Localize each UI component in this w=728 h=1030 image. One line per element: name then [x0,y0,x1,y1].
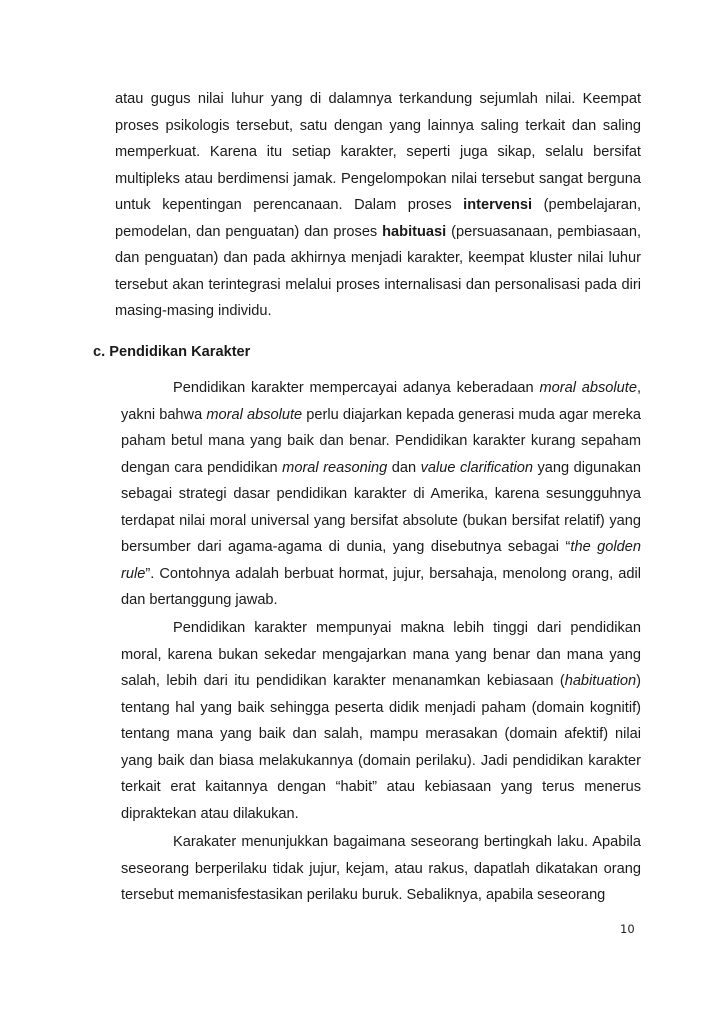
intro-text-3: (persuasanaan, pembiasaan, dan penguatan) dan pada akhirnya menjadi karakter, keempat kluster nilai luhur tersebut akan terintegrasi melalui proses internalisasi dan personalisasi pada diri masing-masing individu. [115,223,641,319]
intro-paragraph [115,86,641,325]
paragraph-karakter-behaviour [121,829,641,909]
paragraph-habituation [121,615,641,827]
intro-text-2: (pembelajaran, pemodelan, dan penguatan) dan proses [115,197,641,240]
p1-text-2: , yakni bahwa [121,380,641,423]
term-habituasi: habituasi [382,223,447,240]
p1-text-3: perlu diajarkan kepada generasi muda agar mereka paham betul mana yang baik dan benar. Pendidikan karakter kurang sepaham dengan cara pendidikan [121,406,641,476]
term-moral-absolute-1: moral absolute [539,380,637,396]
intro-text-1: atau gugus nilai luhur yang di dalamnya terkandung sejumlah nilai. Keempat proses psikologis tersebut, satu dengan yang lainnya saling terkait dan saling memperkuat. Karena itu setiap karakter, seperti juga sikap, selalu bersifat multipleks atau berdimensi jamak. Pengelompokan nilai tersebut sangat berguna untuk kepentingan perencanaan. Dalam proses [115,91,641,213]
p2-text-2: ) tentang hal yang baik sehingga peserta didik menjadi paham (domain kognitif) tentang mana yang baik dan salah, mampu merasakan (domain afektif) nilai yang baik dan biasa melakukannya (domain perilaku). Jadi pendidikan karakter terkait erat kaitannya dengan “habit” atau kebiasaan yang terus menerus dipraktekan atau dilakukan. [121,673,641,822]
term-value-clarification: value clarification [420,459,533,476]
page-number: 10 [620,922,635,936]
term-intervensi: intervensi [463,197,533,213]
p1-text-4: dan [387,459,421,476]
paragraph-moral-absolute [121,375,641,614]
term-moral-reasoning: moral reasoning [282,459,388,476]
p1-text-6: ”. Contohnya adalah berbuat hormat, jujur, bersahaja, menolong orang, adil dan bertanggung jawab. [121,565,641,608]
term-habituation: habituation [564,673,637,689]
p1-text-5: yang digunakan sebagai strategi dasar pendidikan karakter di Amerika, karena sesungguhnya terdapat nilai moral universal yang bersifat absolute (bukan bersifat relatif) yang bersumber dari agama-agama di dunia, yang disebutnya sebagai “ [121,459,641,555]
term-golden-rule: the golden rule [121,539,642,582]
p3-text-1: Karakater menunjukkan bagaimana seseorang bertingkah laku. Apabila seseorang berperilaku tidak jujur, kejam, atau rakus, dapatlah dikatakan orang tersebut memanisfestasikan perilaku buruk. Sebaliknya, apabila seseorang [121,834,641,903]
section-heading: c. Pendidikan Karakter [93,344,251,360]
p1-text-1: Pendidikan karakter mempercayai adanya keberadaan [173,380,540,396]
p2-text-1: Pendidikan karakter mempunyai makna lebih tinggi dari pendidikan moral, karena bukan sekedar mengajarkan mana yang benar dan mana yang salah, lebih dari itu pendidikan karakter menanamkan kebiasaan ( [121,620,641,689]
term-moral-absolute-2: moral absolute [206,406,303,423]
